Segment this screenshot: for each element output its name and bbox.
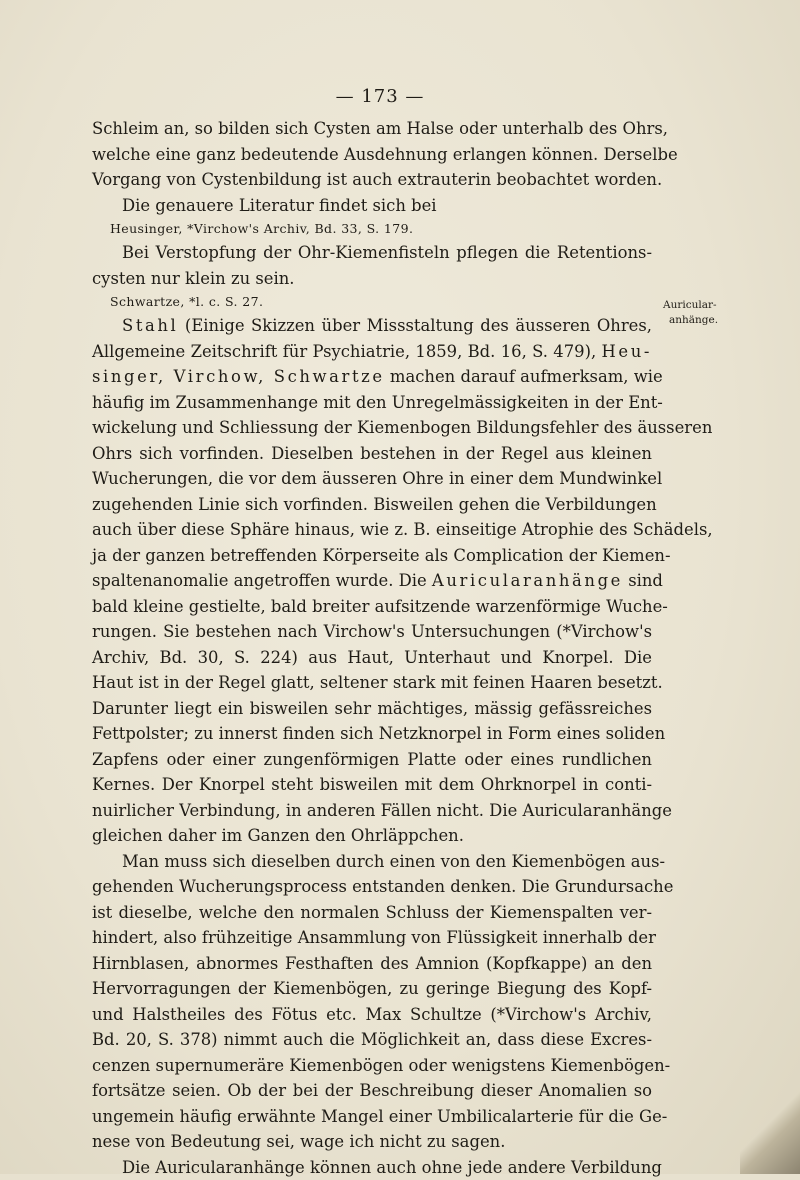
body-text bbox=[92, 116, 652, 1180]
margin-note-line: anhänge. bbox=[663, 313, 743, 328]
line-text: welche eine ganz bedeutende Ausdehnung erlangen können. Derselbe bbox=[92, 145, 678, 164]
line-text: sind bbox=[623, 571, 663, 590]
line-text: Hirnblasen, abnormes Festhaften des Amnion (Kopfkappe) an den bbox=[92, 954, 652, 973]
line-text: ist dieselbe, welche den normalen Schluss der Kiemenspalten ver- bbox=[92, 903, 652, 922]
text-line bbox=[92, 142, 652, 168]
text-line bbox=[92, 167, 652, 193]
line-text: Man muss sich dieselben durch einen von den Kiemenbögen aus- bbox=[122, 852, 665, 871]
text-line bbox=[92, 874, 652, 900]
line-text: Fettpolster; zu innerst finden sich Netzknorpel in Form eines soliden bbox=[92, 724, 665, 743]
line-text: cenzen supernumeräre Kiemenbögen oder wenigstens Kiemenbögen- bbox=[92, 1056, 670, 1075]
line-text: Haut ist in der Regel glatt, seltener stark mit feinen Haaren besetzt. bbox=[92, 673, 663, 692]
text-line bbox=[92, 1104, 652, 1130]
margin-note bbox=[663, 298, 743, 328]
margin-note-line: Auricular- bbox=[663, 298, 743, 313]
line-text: spaltenanomalie angetroffen wurde. Die bbox=[92, 571, 432, 590]
line-text: fortsätze seien. Ob der bei der Beschreibung dieser Anomalien so bbox=[92, 1081, 652, 1100]
text-line bbox=[92, 1002, 652, 1028]
text-line bbox=[92, 772, 652, 798]
line-text: Die genauere Literatur findet sich bei bbox=[122, 196, 437, 215]
line-text: Ohrs sich vorfinden. Dieselben bestehen in der Regel aus kleinen bbox=[92, 444, 652, 463]
line-text: gleichen daher im Ganzen den Ohrläppchen. bbox=[92, 826, 464, 845]
page-corner-curl bbox=[740, 1084, 800, 1174]
page-number: — 173 — bbox=[0, 86, 760, 107]
text-line bbox=[92, 240, 652, 266]
line-text: (Einige Skizzen über Missstaltung des äusseren Ohres, bbox=[178, 316, 652, 335]
line-text: wickelung und Schliessung der Kiemenbogen Bildungsfehler des äusseren bbox=[92, 418, 712, 437]
line-text: Bei Verstopfung der Ohr-Kiemenfisteln pflegen die Retentions- bbox=[122, 243, 652, 262]
text-line bbox=[92, 116, 652, 142]
line-text: Bd. 20, S. 378) nimmt auch die Möglichkeit an, dass diese Excres- bbox=[92, 1030, 652, 1049]
line-text: bald kleine gestielte, bald breiter aufsitzende warzenförmige Wuche- bbox=[92, 597, 668, 616]
reference-line bbox=[92, 218, 652, 240]
text-line bbox=[92, 339, 652, 365]
reference-text: Heusinger, *Virchow's Archiv, Bd. 33, S. 179. bbox=[110, 221, 413, 236]
text-line bbox=[92, 492, 652, 518]
text-line bbox=[92, 1078, 652, 1104]
line-text: ungemein häufig erwähnte Mangel einer Umbilicalarterie für die Ge- bbox=[92, 1107, 667, 1126]
line-text: Archiv, Bd. 30, S. 224) aus Haut, Unterhaut und Knorpel. Die bbox=[92, 648, 652, 667]
line-text: Kernes. Der Knorpel steht bisweilen mit dem Ohrknorpel in conti- bbox=[92, 775, 652, 794]
line-text: Vorgang von Cystenbildung ist auch extrauterin beobachtet worden. bbox=[92, 170, 662, 189]
line-text: cysten nur klein zu sein. bbox=[92, 269, 294, 288]
text-line bbox=[92, 568, 652, 594]
text-line bbox=[92, 798, 652, 824]
text-line bbox=[92, 721, 652, 747]
text-line bbox=[92, 976, 652, 1002]
text-line bbox=[92, 1155, 652, 1180]
line-text: Die Auricularanhänge können auch ohne jede andere Verbildung bbox=[122, 1158, 662, 1177]
line-text: Hervorragungen der Kiemenbögen, zu geringe Biegung des Kopf- bbox=[92, 979, 652, 998]
line-text: Wucherungen, die vor dem äusseren Ohre in einer dem Mundwinkel bbox=[92, 469, 662, 488]
text-line bbox=[92, 670, 652, 696]
text-line bbox=[92, 543, 652, 569]
text-line bbox=[92, 619, 652, 645]
line-text: rungen. Sie bestehen nach Virchow's Untersuchungen (*Virchow's bbox=[92, 622, 652, 641]
text-line bbox=[92, 466, 652, 492]
text-line bbox=[92, 696, 652, 722]
line-text: nese von Bedeutung sei, wage ich nicht zu sagen. bbox=[92, 1132, 505, 1151]
text-line bbox=[92, 193, 652, 219]
text-line bbox=[92, 849, 652, 875]
text-line bbox=[92, 517, 652, 543]
line-text: Schleim an, so bilden sich Cysten am Halse oder unterhalb des Ohrs, bbox=[92, 119, 668, 138]
text-line bbox=[92, 390, 652, 416]
line-text: machen darauf aufmerksam, wie bbox=[385, 367, 663, 386]
text-line bbox=[92, 747, 652, 773]
line-text: auch über diese Sphäre hinaus, wie z. B. einseitige Atrophie des Schädels, bbox=[92, 520, 713, 539]
author-name: Heu- bbox=[602, 342, 653, 361]
text-line bbox=[92, 266, 652, 292]
text-line bbox=[92, 415, 652, 441]
text-line bbox=[92, 594, 652, 620]
line-text: zugehenden Linie sich vorfinden. Bisweilen gehen die Verbildungen bbox=[92, 495, 657, 514]
text-line bbox=[92, 900, 652, 926]
line-text: Darunter liegt ein bisweilen sehr mächtiges, mässig gefässreiches bbox=[92, 699, 652, 718]
line-text: nuirlicher Verbindung, in anderen Fällen nicht. Die Auricularanhänge bbox=[92, 801, 672, 820]
line-text: gehenden Wucherungsprocess entstanden denken. Die Grundursache bbox=[92, 877, 673, 896]
text-line bbox=[92, 951, 652, 977]
author-names: singer, Virchow, Schwartze bbox=[92, 367, 385, 386]
text-line bbox=[92, 364, 652, 390]
reference-line bbox=[92, 291, 652, 313]
line-text: häufig im Zusammenhange mit den Unregelmässigkeiten in der Ent- bbox=[92, 393, 663, 412]
line-text: hindert, also frühzeitige Ansammlung von Flüssigkeit innerhalb der bbox=[92, 928, 656, 947]
reference-text: Schwartze, *l. c. S. 27. bbox=[110, 294, 263, 309]
text-line bbox=[92, 1053, 652, 1079]
author-name: Stahl bbox=[122, 316, 178, 335]
line-text: ja der ganzen betreffenden Körperseite als Complication der Kiemen- bbox=[92, 546, 671, 565]
text-line bbox=[92, 823, 652, 849]
line-text: und Halstheiles des Fötus etc. Max Schultze (*Virchow's Archiv, bbox=[92, 1005, 652, 1024]
text-line bbox=[92, 313, 652, 339]
text-line bbox=[92, 645, 652, 671]
line-text: Allgemeine Zeitschrift für Psychiatrie, 1859, Bd. 16, S. 479), bbox=[92, 342, 602, 361]
text-line bbox=[92, 925, 652, 951]
emphasized-term: Auricularanhänge bbox=[432, 571, 623, 590]
text-line bbox=[92, 1129, 652, 1155]
line-text: Zapfens oder einer zungenförmigen Platte oder eines rundlichen bbox=[92, 750, 652, 769]
text-line bbox=[92, 1027, 652, 1053]
text-line bbox=[92, 441, 652, 467]
